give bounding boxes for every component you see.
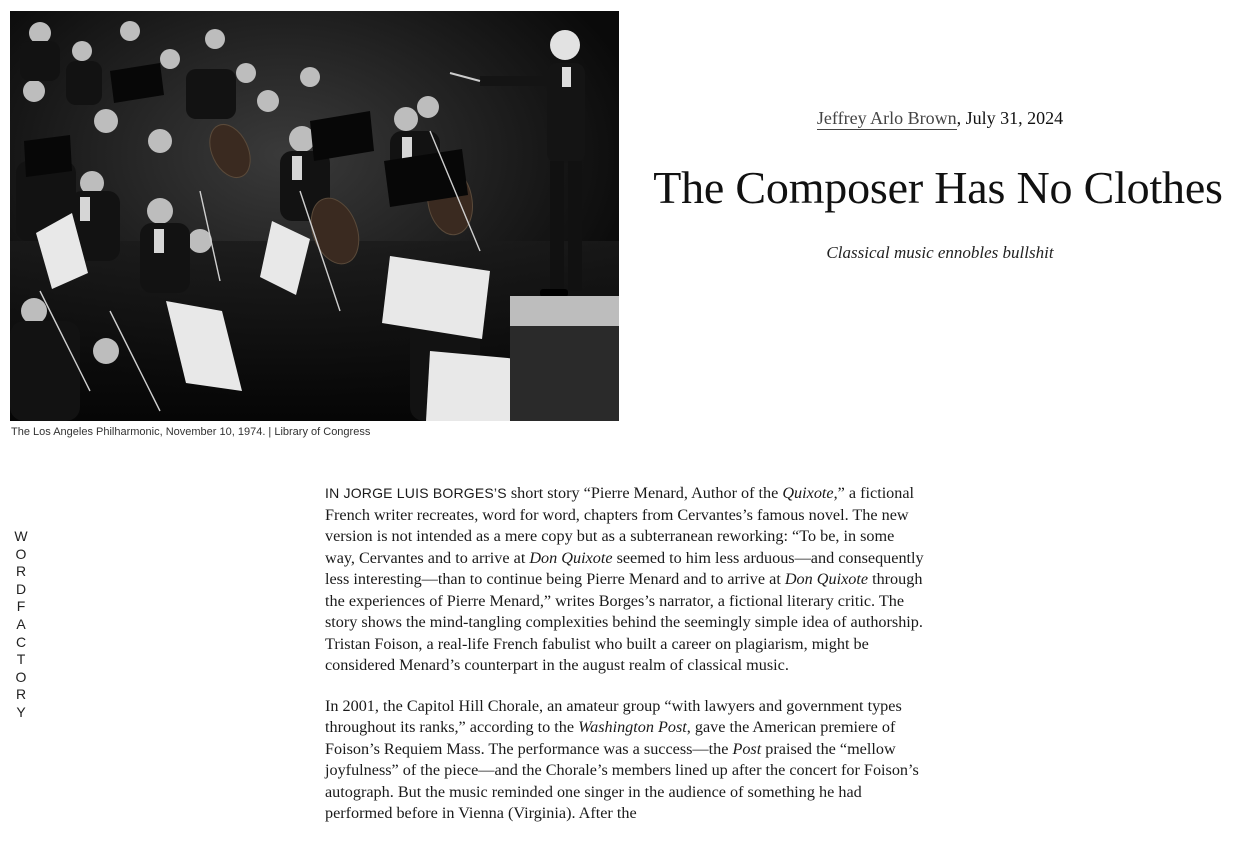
article-body xyxy=(325,483,927,844)
publish-date: , July 31, 2024 xyxy=(956,108,1064,128)
photo-caption: The Los Angeles Philharmonic, November 10, 1974. | Library of Congress xyxy=(11,426,371,438)
article-title: The Composer Has No Clothes xyxy=(653,162,1223,213)
hero-photo xyxy=(10,11,619,421)
article-subtitle: Classical music ennobles bullshit xyxy=(826,243,1054,262)
orchestra-photo-illustration xyxy=(10,11,619,421)
lead-in: IN JORGE LUIS BORGES’S xyxy=(325,485,507,501)
section-label-vertical[interactable]: WORD FACTORY xyxy=(14,528,30,720)
byline xyxy=(640,108,1240,129)
article-paragraph: IN JORGE LUIS BORGES’S short story “Pierre Menard, Author of the Quixote,” a fictional French writer recreates, word for word, chapters from Cervantes’s famous novel. The new version is not intended as a mere copy but as a subterranean reworking: “To be, in some way, Cervantes and to arrive at Don Quixote seemed to him less arduous—and consequently less interesting—than to continue being Pierre Menard and to arrive at Don Quixote through the experiences of Pierre Menard,” writes Borges’s narrator, a fictional literary critic. The story shows the mind-tangling complexities behind the seemingly simple idea of authorship. Tristan Foison, a real-life French fabulist who built a career on plagiarism, might be considered Menard’s counterpart in the august realm of classical music. xyxy=(325,484,924,674)
article-paragraph: In 2001, the Capitol Hill Chorale, an amateur group “with lawyers and government types throughout its ranks,” according to the Washington Post, gave the American premiere of Foison’s Requiem Mass. The performance was a success—the Post praised the “mellow joyfulness” of the piece—and the Chorale’s members lined up after the concert for Foison’s autograph. But the music reminded one singer in the audience of something he had performed before in Vienna (Virginia). After the xyxy=(325,696,919,822)
author-link[interactable]: Jeffrey Arlo Brown xyxy=(816,108,957,128)
